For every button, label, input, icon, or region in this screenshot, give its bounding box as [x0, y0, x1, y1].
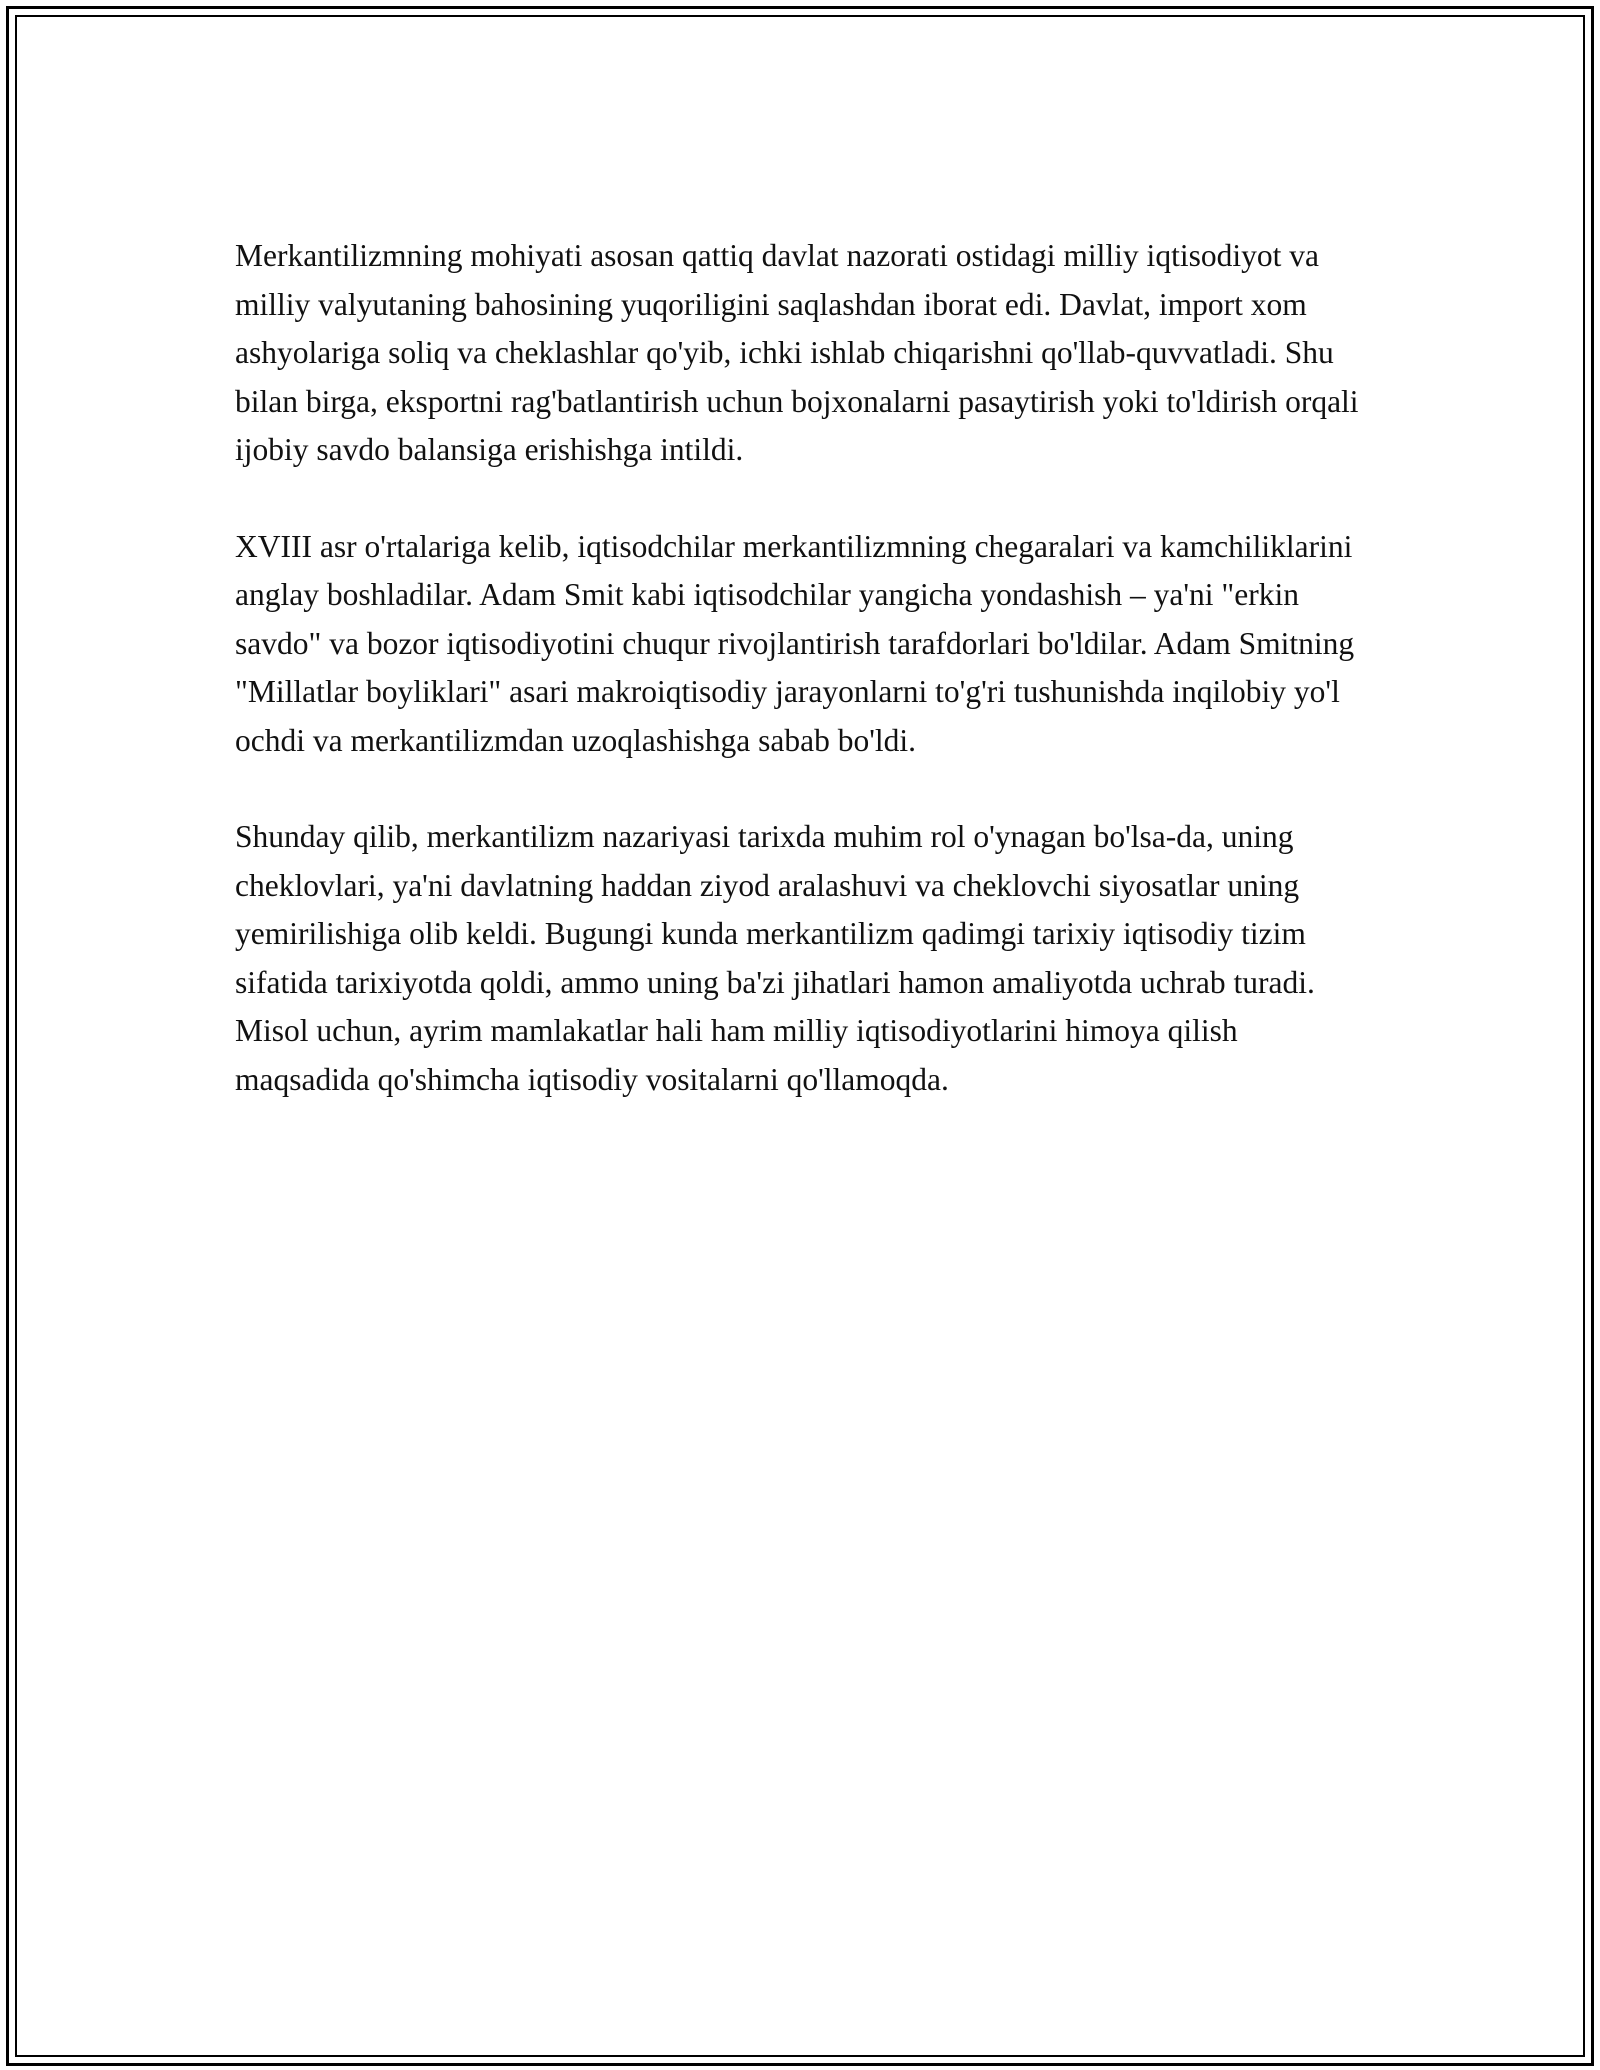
document-body [235, 232, 1380, 1152]
paragraph-3: Shunday qilib, merkantilizm nazariyasi tarixda muhim rol o'ynagan bo'lsa-da, uning cheklovlari, ya'ni davlatning haddan ziyod aralashuvi va cheklovchi siyosatlar uning yemirilishiga olib keldi. Bugungi kunda merkantilizm qadimgi tarixiy iqtisodiy tizim sifatida tarixiyotda qoldi, ammo uning ba'zi jihatlari hamon amaliyotda uchrab turadi. Misol uchun, ayrim mamlakatlar hali ham milliy iqtisodiyotlarini himoya qilish maqsadida qo'shimcha iqtisodiy vositalarni qo'llamoqda. [235, 819, 1315, 1097]
paragraph-2: XVIII asr o'rtalariga kelib, iqtisodchilar merkantilizmning chegaralari va kamchiliklarini anglay boshladilar. Adam Smit kabi iqtisodchilar yangicha yondashish – ya'ni "erkin savdo" va bozor iqtisodiyotini chuqur rivojlantirish tarafdorlari bo'ldilar. Adam Smitning "Millatlar boyliklari" asari makroiqtisodiy jarayonlarni to'g'ri tushunishda inqilobiy yo'l ochdi va merkantilizmdan uzoqlashishga sabab bo'ldi. [235, 528, 1355, 758]
paragraph-1: Merkantilizmning mohiyati asosan qattiq davlat nazorati ostidagi milliy iqtisodiyot va milliy valyutaning bahosining yuqoriligini saqlashdan iborat edi. Davlat, import xom ashyolariga soliq va cheklashlar qo'yib, ichki ishlab chiqarishni qo'llab-quvvatladi. Shu bilan birga, eksportni rag'batlantirish uchun bojxonalarni pasaytirish yoki to'ldirish orqali ijobiy savdo balansiga erishishga intildi. [235, 238, 1359, 467]
